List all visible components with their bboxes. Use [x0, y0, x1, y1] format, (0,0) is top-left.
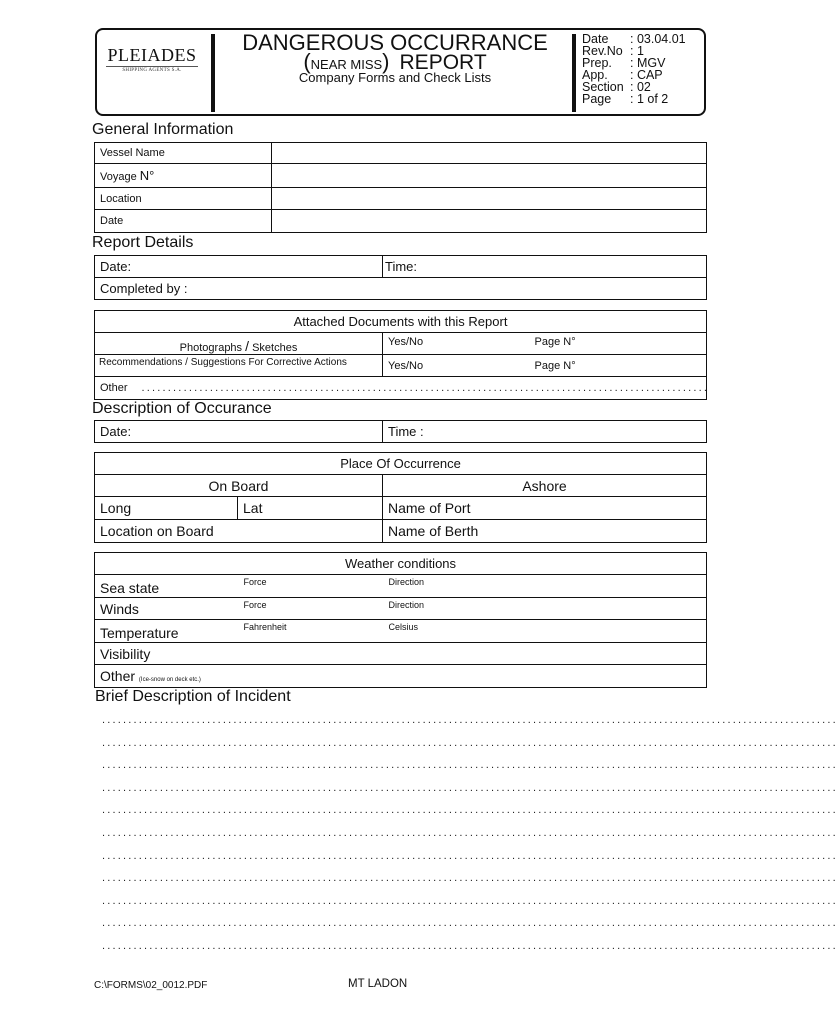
- visibility-label[interactable]: Visibility: [95, 643, 707, 665]
- meta-value: : 03.04.01: [630, 32, 686, 46]
- voyage-label: [95, 164, 272, 188]
- description-line[interactable]: ............................................................................................................................................: [102, 714, 838, 726]
- location-on-board-label[interactable]: Location on Board: [95, 520, 383, 543]
- description-line[interactable]: ............................................................................................................................................: [102, 894, 838, 907]
- date-field[interactable]: [272, 210, 707, 233]
- vessel-name-label: Vessel Name: [95, 143, 272, 164]
- voyage-field[interactable]: [272, 164, 707, 188]
- footer-file-path: C:\FORMS\02_0012.PDF: [94, 980, 208, 991]
- place-of-occurrence-title: Place Of Occurrence: [95, 453, 707, 475]
- on-board-label: On Board: [95, 475, 383, 497]
- winds-label: Winds: [95, 598, 240, 620]
- date-label: Date: [95, 210, 272, 233]
- report-details-table: [94, 255, 707, 300]
- vessel-name-field[interactable]: [272, 143, 707, 164]
- sea-state-force[interactable]: Force: [240, 575, 385, 598]
- recommendations-label: Recommendations / Suggestions For Corrective Actions: [95, 355, 383, 377]
- sketches-label: Sketches: [252, 341, 298, 354]
- voyage-no-label: N°: [139, 168, 155, 183]
- meta-key: Section: [582, 80, 624, 94]
- description-line[interactable]: ............................................................................................................................................: [102, 917, 838, 930]
- meta-value: : 1: [630, 44, 644, 58]
- completed-by-label[interactable]: Completed by :: [95, 278, 707, 300]
- temperature-celsius[interactable]: Celsius: [385, 620, 707, 643]
- winds-force[interactable]: Force: [240, 598, 385, 620]
- recommendations-yes-no[interactable]: Yes/No: [383, 355, 523, 377]
- temperature-label: Temperature: [95, 620, 240, 643]
- occurrence-date-label[interactable]: Date:: [95, 421, 383, 443]
- weather-conditions-title: Weather conditions: [95, 553, 707, 575]
- voyage-label-text: Voyage: [100, 171, 137, 183]
- description-line[interactable]: ............................................................................................................................................: [102, 804, 838, 817]
- weather-conditions-table: [94, 552, 707, 688]
- other-documents-row[interactable]: [95, 377, 710, 400]
- other-weather-row[interactable]: [95, 665, 707, 688]
- description-line[interactable]: ............................................................................................................................................: [102, 736, 838, 749]
- photos-page-no[interactable]: Page N°: [523, 333, 707, 355]
- title-paren-close: ): [382, 49, 390, 74]
- meta-value: : CAP: [630, 68, 663, 82]
- recommendations-page-no[interactable]: Page N°: [523, 355, 707, 377]
- description-line[interactable]: ............................................................................................................................................: [102, 940, 838, 952]
- attached-documents-title: Attached Documents with this Report: [95, 311, 707, 333]
- description-heading: Description of Occurance: [92, 400, 272, 417]
- meta-key: Date: [582, 32, 609, 46]
- description-line[interactable]: ............................................................................................................................................: [102, 872, 838, 885]
- report-time-label[interactable]: Time:: [383, 256, 707, 278]
- report-date-label[interactable]: Date:: [95, 256, 383, 278]
- long-label[interactable]: Long: [95, 497, 238, 520]
- sea-state-label: Sea state: [95, 575, 240, 598]
- description-line[interactable]: ............................................................................................................................................: [102, 827, 838, 839]
- place-of-occurrence-table: [94, 452, 707, 543]
- form-title: DANGEROUS OCCURRANCE: [242, 30, 548, 55]
- report-details-heading: Report Details: [92, 234, 194, 251]
- logo-rule: [106, 66, 198, 67]
- other-weather-label: Other: [100, 668, 136, 684]
- location-label: Location: [95, 188, 272, 210]
- other-documents-dots: ............................................................................................................: [141, 382, 710, 394]
- occurrence-time-label[interactable]: Time :: [383, 421, 707, 443]
- general-information-table: [94, 142, 707, 233]
- logo-name: PLEIADES: [107, 45, 197, 65]
- other-weather-note: (Ice-snow on deck etc.): [138, 677, 201, 683]
- meta-key: Page: [582, 92, 612, 106]
- slash-label: /: [245, 337, 250, 354]
- description-line[interactable]: ............................................................................................................................................: [102, 759, 838, 772]
- header-divider-left: [211, 34, 215, 112]
- meta-value: : 1 of 2: [630, 92, 669, 106]
- meta-key: Rev.No: [582, 44, 623, 58]
- header-divider-right: [572, 34, 576, 112]
- location-field[interactable]: [272, 188, 707, 210]
- name-of-berth-label[interactable]: Name of Berth: [383, 520, 707, 543]
- photos-label: Photographs: [179, 341, 243, 354]
- title-report: REPORT: [399, 51, 487, 74]
- meta-key: Prep.: [582, 56, 612, 70]
- attached-documents-table: [94, 310, 710, 400]
- title-near-miss: NEAR MISS: [310, 57, 383, 72]
- form-subtitle: Company Forms and Check Lists: [298, 70, 492, 85]
- meta-value: : MGV: [630, 56, 666, 70]
- meta-value: : 02: [630, 80, 651, 94]
- general-information-heading: General Information: [92, 121, 234, 138]
- company-logo: [100, 46, 204, 73]
- logo-subtitle: SHIPPING AGENTS S.A.: [122, 68, 182, 73]
- name-of-port-label[interactable]: Name of Port: [383, 497, 707, 520]
- footer-vessel-name: MT LADON: [348, 978, 408, 990]
- meta-key: App.: [582, 68, 608, 82]
- document-meta: [582, 33, 686, 105]
- winds-direction[interactable]: Direction: [385, 598, 707, 620]
- description-line[interactable]: ............................................................................................................................................: [102, 849, 838, 862]
- ashore-label: Ashore: [383, 475, 707, 497]
- other-documents-label: Other: [100, 382, 128, 394]
- sea-state-direction[interactable]: Direction: [385, 575, 707, 598]
- title-paren-open: (: [303, 49, 311, 74]
- temperature-fahrenheit[interactable]: Fahrenheit: [240, 620, 385, 643]
- photos-yes-no[interactable]: Yes/No: [383, 333, 523, 355]
- description-line[interactable]: ............................................................................................................................................: [102, 781, 838, 794]
- description-table: [94, 420, 707, 443]
- lat-label[interactable]: Lat: [238, 497, 383, 520]
- photos-sketches-label: [95, 333, 383, 355]
- brief-description-heading: Brief Description of Incident: [95, 688, 291, 705]
